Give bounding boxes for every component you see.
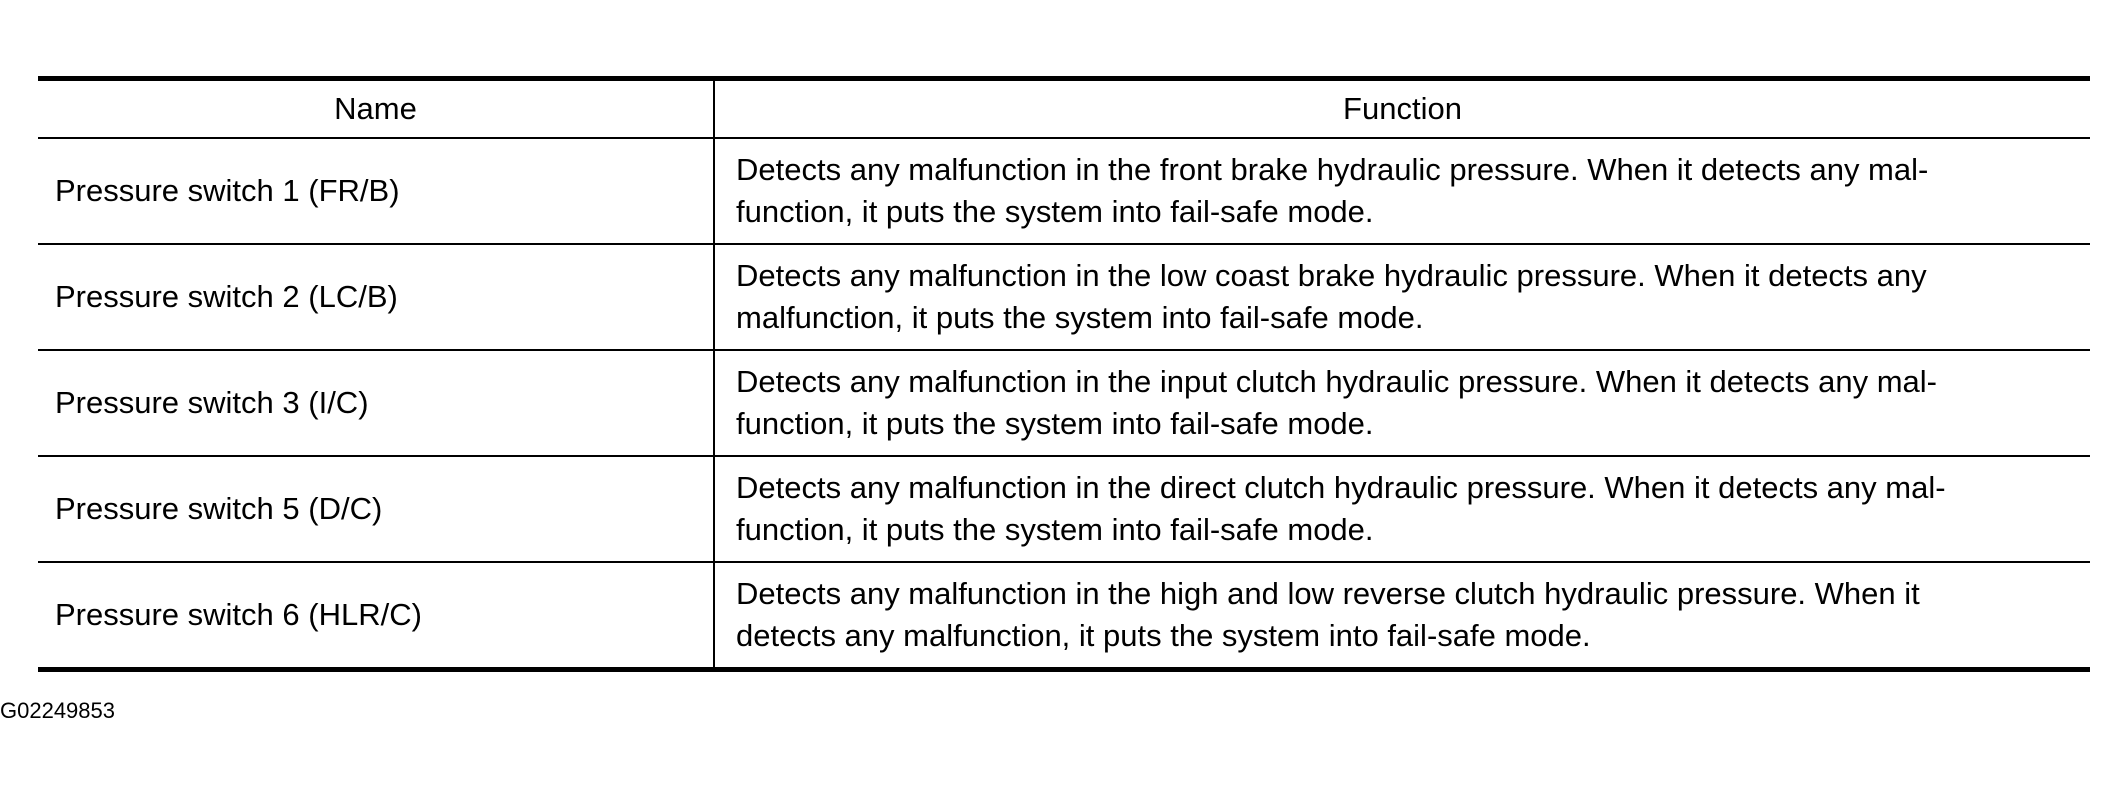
header-row [38,79,2090,139]
function-text-line: detects any malfunction, it puts the system into fail-safe mode. [736,618,1591,653]
figure-id-label: G02249853 [0,698,115,723]
function-text-line: Detects any malfunction in the direct clutch hydraulic pressure. When it detects any mal- [736,470,1946,505]
function-text-line: Detects any malfunction in the input clutch hydraulic pressure. When it detects any mal- [736,364,1937,399]
column-header-function: Function [1343,91,1462,126]
switch-function-cell [714,562,2090,670]
table-row [38,350,2090,456]
switch-name-cell: Pressure switch 3 (I/C) [38,350,714,456]
function-text-line: Detects any malfunction in the high and low reverse clutch hydraulic pressure. When it [736,576,1920,611]
switch-function-cell [714,350,2090,456]
switch-name-cell: Pressure switch 2 (LC/B) [38,244,714,350]
function-text-line: Detects any malfunction in the front brake hydraulic pressure. When it detects any mal- [736,152,1929,187]
table-row [38,456,2090,562]
switch-name-cell: Pressure switch 6 (HLR/C) [38,562,714,670]
column-header-name: Name [38,79,714,139]
pressure-switch-table [38,76,2090,672]
table-header [38,79,2090,139]
function-text-line: malfunction, it puts the system into fail-safe mode. [736,300,1424,335]
switch-function-cell [714,244,2090,350]
function-text-line: Detects any malfunction in the low coast brake hydraulic pressure. When it detects any [736,258,1927,293]
table-row [38,244,2090,350]
switch-function-cell [714,456,2090,562]
switch-name-cell: Pressure switch 1 (FR/B) [38,138,714,244]
pressure-switch-table-container [38,76,2090,672]
table-row [38,562,2090,670]
function-text-line: function, it puts the system into fail-safe mode. [736,406,1374,441]
function-text-line: function, it puts the system into fail-safe mode. [736,512,1374,547]
function-text-line: function, it puts the system into fail-safe mode. [736,194,1374,229]
table-row [38,138,2090,244]
switch-name-cell: Pressure switch 5 (D/C) [38,456,714,562]
switch-function-cell [714,138,2090,244]
table-body [38,138,2090,670]
